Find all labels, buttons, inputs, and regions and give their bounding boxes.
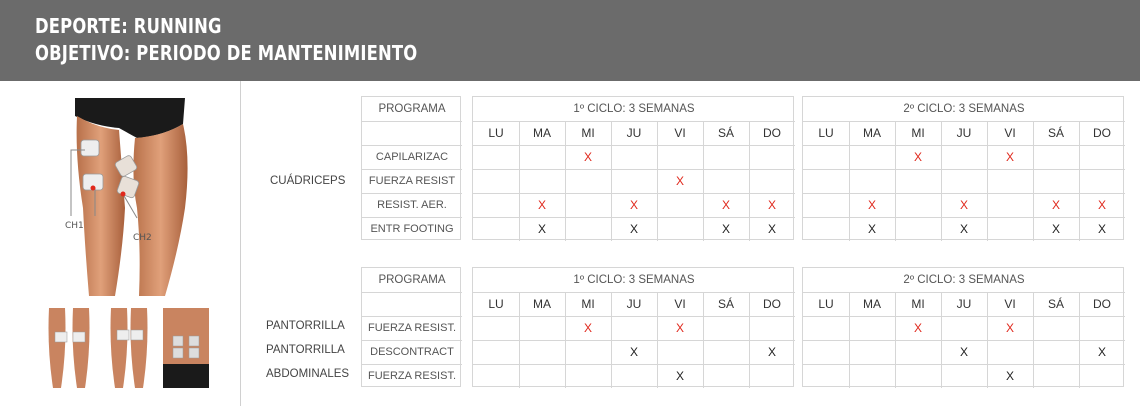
block2-c1-cycle-table — [472, 267, 794, 387]
schedule-mark — [849, 364, 895, 388]
schedule-mark — [895, 193, 941, 217]
schedule-mark — [941, 316, 987, 340]
schedule-mark: X — [959, 198, 968, 212]
schedule-mark — [941, 145, 987, 169]
block1-c2-cycle-table — [802, 96, 1124, 240]
schedule-mark: X — [1051, 198, 1060, 212]
day-header: VI — [674, 297, 686, 311]
day-header: MI — [911, 126, 925, 140]
schedule-mark — [803, 169, 849, 193]
day-header: LU — [818, 126, 834, 140]
day-header: LU — [488, 126, 504, 140]
calf-thumbnail-1 — [45, 308, 95, 388]
schedule-mark — [473, 169, 519, 193]
day-header: MA — [863, 126, 881, 140]
program-name: CAPILARIZAC — [375, 151, 449, 163]
schedule-mark — [749, 145, 795, 169]
schedule-mark — [703, 169, 749, 193]
schedule-mark — [473, 193, 519, 217]
program-header: PROGRAMA — [378, 103, 446, 115]
schedule-mark: X — [675, 321, 684, 335]
day-header: DO — [1093, 126, 1111, 140]
day-header: JU — [956, 297, 972, 311]
schedule-mark — [1079, 145, 1125, 169]
day-header: MI — [581, 297, 595, 311]
schedule-mark: X — [1097, 198, 1106, 212]
schedule-mark — [803, 340, 849, 364]
schedule-mark — [803, 145, 849, 169]
schedule-mark — [657, 193, 703, 217]
schedule-mark — [1079, 364, 1125, 388]
abdomen-thumbnail — [161, 308, 211, 388]
schedule-mark: X — [767, 222, 776, 236]
day-header: LU — [818, 297, 834, 311]
schedule-mark: X — [583, 321, 592, 335]
schedule-mark — [749, 316, 795, 340]
schedule-mark — [657, 217, 703, 241]
schedule-mark — [611, 145, 657, 169]
schedule-mark: X — [1005, 369, 1014, 383]
schedule-mark — [611, 316, 657, 340]
program-name: FUERZA RESIST. — [367, 322, 457, 334]
schedule-mark: X — [1005, 321, 1014, 335]
day-header: JU — [626, 126, 642, 140]
schedule-mark — [849, 316, 895, 340]
schedule-mark — [1033, 364, 1079, 388]
schedule-mark — [473, 145, 519, 169]
cycle-title: 2º CICLO: 3 SEMANAS — [903, 274, 1025, 286]
row-divider — [362, 292, 462, 293]
day-header: SÁ — [717, 297, 734, 311]
schedule-mark — [565, 169, 611, 193]
schedule-mark — [895, 217, 941, 241]
block2-program-table — [361, 267, 461, 387]
schedule-mark — [703, 145, 749, 169]
schedule-mark — [803, 316, 849, 340]
day-header: SÁ — [1047, 297, 1064, 311]
schedule-mark: X — [1097, 345, 1106, 359]
page-header — [0, 0, 1140, 81]
schedule-mark — [987, 217, 1033, 241]
schedule-mark — [895, 169, 941, 193]
schedule-mark — [565, 340, 611, 364]
schedule-mark — [895, 340, 941, 364]
schedule-mark: X — [629, 198, 638, 212]
schedule-mark: X — [537, 222, 546, 236]
schedule-mark: X — [721, 222, 730, 236]
schedule-mark: X — [767, 198, 776, 212]
day-header: MI — [581, 126, 595, 140]
program-name: RESIST. AER. — [377, 199, 447, 211]
day-header: JU — [626, 297, 642, 311]
schedule-mark: X — [867, 222, 876, 236]
schedule-mark — [941, 364, 987, 388]
schedule-mark: X — [1005, 150, 1014, 164]
schedule-mark — [1033, 145, 1079, 169]
muscle-label-quadriceps: CUÁDRICEPS — [270, 175, 346, 187]
schedule-mark — [565, 364, 611, 388]
schedule-mark — [987, 193, 1033, 217]
vertical-divider — [240, 81, 241, 406]
schedule-mark — [703, 364, 749, 388]
day-header: MA — [533, 297, 551, 311]
day-header: DO — [763, 297, 781, 311]
schedule-mark: X — [537, 198, 546, 212]
muscle-label: PANTORRILLA — [266, 344, 345, 356]
schedule-mark — [473, 316, 519, 340]
schedule-mark — [849, 145, 895, 169]
schedule-mark — [749, 169, 795, 193]
schedule-mark — [473, 364, 519, 388]
day-header: MI — [911, 297, 925, 311]
schedule-mark — [1033, 340, 1079, 364]
program-name: DESCONTRACT — [370, 346, 454, 358]
block1-c1-cycle-table — [472, 96, 794, 240]
schedule-mark: X — [959, 222, 968, 236]
schedule-mark — [611, 169, 657, 193]
sport-title: DEPORTE: RUNNING — [35, 14, 222, 38]
schedule-mark — [519, 169, 565, 193]
schedule-mark: X — [629, 345, 638, 359]
block2-c2-cycle-table — [802, 267, 1124, 387]
schedule-mark — [1079, 169, 1125, 193]
schedule-mark — [849, 169, 895, 193]
schedule-mark: X — [867, 198, 876, 212]
day-header: SÁ — [1047, 126, 1064, 140]
ch2-label: CH2 — [133, 233, 152, 243]
schedule-mark — [657, 340, 703, 364]
leg-electrode-illustration — [65, 98, 213, 296]
schedule-mark: X — [721, 198, 730, 212]
schedule-mark — [987, 340, 1033, 364]
schedule-mark — [803, 364, 849, 388]
schedule-mark — [703, 316, 749, 340]
schedule-mark — [895, 364, 941, 388]
schedule-mark: X — [959, 345, 968, 359]
schedule-mark: X — [1097, 222, 1106, 236]
schedule-mark — [565, 193, 611, 217]
schedule-mark — [473, 217, 519, 241]
schedule-mark: X — [913, 150, 922, 164]
calf-thumbnail-2 — [103, 308, 153, 388]
schedule-mark: X — [675, 369, 684, 383]
schedule-mark — [1033, 169, 1079, 193]
row-divider — [362, 121, 462, 122]
schedule-mark — [803, 217, 849, 241]
cycle-title: 1º CICLO: 3 SEMANAS — [573, 103, 695, 115]
program-name: FUERZA RESIST — [368, 175, 456, 187]
schedule-mark — [519, 316, 565, 340]
schedule-mark — [849, 340, 895, 364]
muscle-label: PANTORRILLA — [266, 320, 345, 332]
day-header: MA — [533, 126, 551, 140]
day-header: MA — [863, 297, 881, 311]
schedule-mark — [749, 364, 795, 388]
schedule-mark — [703, 340, 749, 364]
objective-title: OBJETIVO: PERIODO DE MANTENIMIENTO — [35, 41, 418, 65]
schedule-mark — [1079, 316, 1125, 340]
schedule-mark — [519, 340, 565, 364]
day-header: JU — [956, 126, 972, 140]
schedule-mark — [565, 217, 611, 241]
schedule-mark — [803, 193, 849, 217]
block1-program-table — [361, 96, 461, 240]
schedule-mark: X — [1051, 222, 1060, 236]
schedule-mark: X — [629, 222, 638, 236]
schedule-mark — [657, 145, 703, 169]
program-name: FUERZA RESIST. — [367, 370, 457, 382]
day-header: SÁ — [717, 126, 734, 140]
schedule-mark — [519, 145, 565, 169]
day-header: LU — [488, 297, 504, 311]
schedule-mark — [611, 364, 657, 388]
schedule-mark — [519, 364, 565, 388]
ch1-label: CH1 — [65, 221, 84, 231]
day-header: DO — [763, 126, 781, 140]
cycle-title: 2º CICLO: 3 SEMANAS — [903, 103, 1025, 115]
schedule-mark — [941, 169, 987, 193]
day-header: VI — [1004, 297, 1016, 311]
schedule-mark: X — [767, 345, 776, 359]
day-header: DO — [1093, 297, 1111, 311]
muscle-label: ABDOMINALES — [266, 368, 350, 380]
schedule-mark — [987, 169, 1033, 193]
schedule-mark: X — [675, 174, 684, 188]
schedule-mark — [1033, 316, 1079, 340]
day-header: VI — [674, 126, 686, 140]
cycle-title: 1º CICLO: 3 SEMANAS — [573, 274, 695, 286]
program-name: ENTR FOOTING — [370, 223, 454, 235]
day-header: VI — [1004, 126, 1016, 140]
schedule-mark — [473, 340, 519, 364]
schedule-mark: X — [913, 321, 922, 335]
schedule-mark: X — [583, 150, 592, 164]
program-header: PROGRAMA — [378, 274, 446, 286]
